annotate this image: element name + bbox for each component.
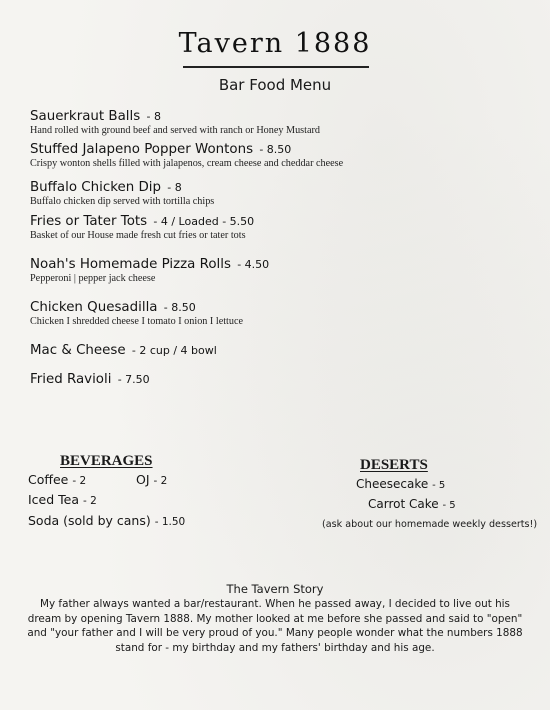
beverages-heading: BEVERAGES — [60, 453, 153, 469]
menu-item-description: Pepperoni | pepper jack cheese — [30, 273, 156, 284]
beverage-item: OJ - 2 — [136, 472, 168, 487]
menu-item — [30, 213, 540, 242]
menu-item-description: Basket of our House made fresh cut fries or tater tots — [30, 230, 246, 241]
menu-item-name: Mac & Cheese - 2 cup / 4 bowl — [30, 343, 217, 358]
desert-item: Cheesecake - 5 — [356, 477, 446, 491]
menu-item — [30, 371, 540, 388]
menu-item — [30, 141, 540, 170]
deserts-heading: DESERTS — [360, 457, 428, 473]
story-title: The Tavern Story — [226, 582, 324, 596]
menu-item — [30, 179, 540, 208]
title-underline — [183, 66, 369, 68]
menu-item-description: Crispy wonton shells filled with jalapenos, cream cheese and cheddar cheese — [30, 158, 344, 169]
menu-item-name: Fried Ravioli - 7.50 — [30, 372, 150, 387]
menu-item-price: - 2 cup / 4 bowl — [131, 344, 217, 357]
menu-item-name: Sauerkraut Balls - 8 — [30, 109, 161, 124]
desert-price: - 5 — [432, 480, 446, 491]
menu-item-price: - 4.50 — [237, 258, 270, 271]
deserts-note: (ask about our homemade weekly desserts!) — [322, 519, 538, 530]
menu-item-price: - 8.50 — [259, 143, 292, 156]
menu-item-name: Buffalo Chicken Dip - 8 — [30, 180, 182, 195]
menu-item-description: Hand rolled with ground beef and served with ranch or Honey Mustard — [30, 125, 320, 136]
page-title: Tavern 1888 — [178, 28, 372, 59]
beverage-item: Coffee - 2 — [28, 472, 87, 487]
menu-item-description: Chicken I shredded cheese I tomato I onion I lettuce — [30, 316, 244, 327]
story-text: My father always wanted a bar/restaurant. When he passed away, I decided to live out his dream by opening Tavern 1888. My mother looked at me before she passed and said to "open" and "your father and I will be very proud of you." Many people wonder what the numbers 1888 stand for - my birthday and my fathers' birthday and his age. — [27, 598, 523, 654]
desert-item: Carrot Cake - 5 — [368, 497, 456, 511]
page-subtitle: Bar Food Menu — [218, 76, 332, 94]
menu-item-name: Noah's Homemade Pizza Rolls - 4.50 — [30, 257, 270, 272]
menu-items-list — [30, 108, 540, 392]
menu-item — [30, 342, 540, 359]
menu-item-price: - 8 — [167, 181, 182, 194]
menu-item-name: Stuffed Jalapeno Popper Wontons - 8.50 — [30, 142, 292, 157]
menu-item-description: Buffalo chicken dip served with tortilla chips — [30, 196, 215, 207]
menu-item-price: - 7.50 — [117, 373, 150, 386]
menu-item — [30, 108, 540, 137]
beverage-price: - 1.50 — [154, 516, 186, 528]
beverage-item: Iced Tea - 2 — [28, 492, 97, 507]
menu-item — [30, 256, 540, 285]
beverage-price: - 2 — [153, 475, 168, 487]
menu-item-price: - 4 / Loaded - 5.50 — [153, 215, 255, 228]
desert-price: - 5 — [442, 500, 456, 511]
menu-item-price: - 8 — [146, 110, 161, 123]
beverage-item: Soda (sold by cans) - 1.50 — [28, 513, 186, 528]
menu-item-name: Chicken Quesadilla - 8.50 — [30, 300, 196, 315]
beverage-price: - 2 — [72, 475, 87, 487]
beverage-price: - 2 — [83, 495, 97, 507]
menu-item-name: Fries or Tater Tots - 4 / Loaded - 5.50 — [30, 214, 255, 229]
menu-item-price: - 8.50 — [163, 301, 196, 314]
menu-item — [30, 299, 540, 328]
